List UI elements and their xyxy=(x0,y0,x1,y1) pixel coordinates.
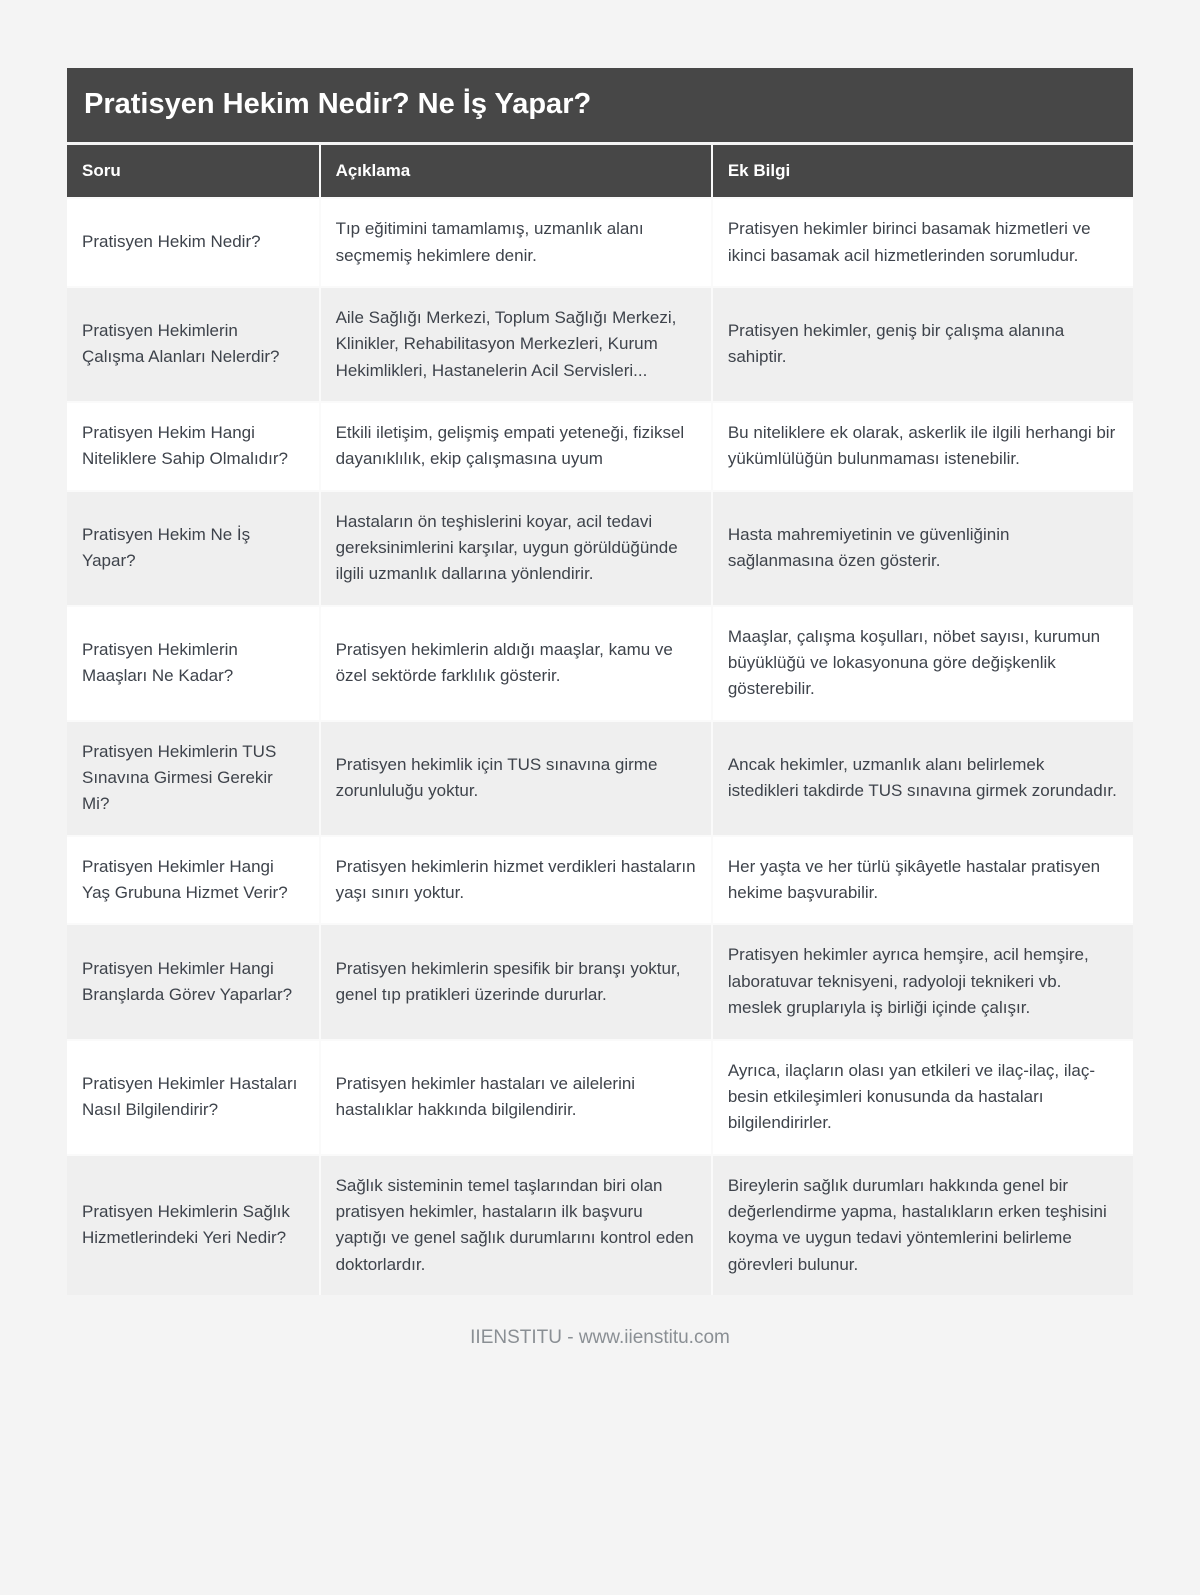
table-row xyxy=(67,923,1133,1038)
description-cell: Pratisyen hekimlik için TUS sınavına girme zorunluluğu yoktur. xyxy=(319,720,711,835)
extra-info-cell: Pratisyen hekimler birinci basamak hizmetleri ve ikinci basamak acil hizmetlerinden sorumludur. xyxy=(711,197,1133,286)
table-row xyxy=(67,605,1133,720)
question-cell: Pratisyen Hekimler Hangi Yaş Grubuna Hizmet Verir? xyxy=(67,835,319,924)
column-header-aciklama: Açıklama xyxy=(319,145,711,197)
table-row xyxy=(67,401,1133,490)
faq-table xyxy=(67,145,1133,1295)
extra-info-cell: Pratisyen hekimler ayrıca hemşire, acil hemşire, laboratuvar teknisyeni, radyoloji teknikeri vb. meslek gruplarıyla iş birliği içinde çalışır. xyxy=(711,923,1133,1038)
table-row xyxy=(67,835,1133,924)
header-row xyxy=(67,145,1133,197)
description-cell: Hastaların ön teşhislerini koyar, acil tedavi gereksinimlerini karşılar, uygun görüldüğünde ilgili uzmanlık dallarına yönlendirir. xyxy=(319,490,711,605)
extra-info-cell: Ayrıca, ilaçların olası yan etkileri ve ilaç-ilaç, ilaç-besin etkileşimleri konusunda da hastaları bilgilendirirler. xyxy=(711,1039,1133,1154)
column-header-soru: Soru xyxy=(67,145,319,197)
description-cell: Aile Sağlığı Merkezi, Toplum Sağlığı Merkezi, Klinikler, Rehabilitasyon Merkezleri, Kurum Hekimlikleri, Hastanelerin Acil Servisleri... xyxy=(319,286,711,401)
extra-info-cell: Ancak hekimler, uzmanlık alanı belirlemek istedikleri takdirde TUS sınavına girmek zorundadır. xyxy=(711,720,1133,835)
description-cell: Pratisyen hekimlerin spesifik bir branşı yoktur, genel tıp pratikleri üzerinde dururlar. xyxy=(319,923,711,1038)
question-cell: Pratisyen Hekim Hangi Niteliklere Sahip Olmalıdır? xyxy=(67,401,319,490)
extra-info-cell: Pratisyen hekimler, geniş bir çalışma alanına sahiptir. xyxy=(711,286,1133,401)
description-cell: Pratisyen hekimlerin aldığı maaşlar, kamu ve özel sektörde farklılık gösterir. xyxy=(319,605,711,720)
description-cell: Pratisyen hekimler hastaları ve ailelerini hastalıklar hakkında bilgilendirir. xyxy=(319,1039,711,1154)
extra-info-cell: Bu niteliklere ek olarak, askerlik ile ilgili herhangi bir yükümlülüğün bulunmaması istenebilir. xyxy=(711,401,1133,490)
page-title: Pratisyen Hekim Nedir? Ne İş Yapar? xyxy=(67,68,1133,142)
description-cell: Pratisyen hekimlerin hizmet verdikleri hastaların yaşı sınırı yoktur. xyxy=(319,835,711,924)
question-cell: Pratisyen Hekimlerin Çalışma Alanları Nelerdir? xyxy=(67,286,319,401)
faq-card xyxy=(67,0,1133,1399)
question-cell: Pratisyen Hekimlerin Sağlık Hizmetlerindeki Yeri Nedir? xyxy=(67,1154,319,1295)
description-cell: Etkili iletişim, gelişmiş empati yeteneği, fiziksel dayanıklılık, ekip çalışmasına uyum xyxy=(319,401,711,490)
description-cell: Sağlık sisteminin temel taşlarından biri olan pratisyen hekimler, hastaların ilk başvuru yaptığı ve genel sağlık durumlarını kontrol eden doktorlardır. xyxy=(319,1154,711,1295)
extra-info-cell: Bireylerin sağlık durumları hakkında genel bir değerlendirme yapma, hastalıkların erken teşhisini koyma ve uygun tedavi yöntemlerini belirleme görevleri bulunur. xyxy=(711,1154,1133,1295)
question-cell: Pratisyen Hekim Ne İş Yapar? xyxy=(67,490,319,605)
extra-info-cell: Hasta mahremiyetinin ve güvenliğinin sağlanmasına özen gösterir. xyxy=(711,490,1133,605)
table-row xyxy=(67,1154,1133,1295)
question-cell: Pratisyen Hekimlerin TUS Sınavına Girmesi Gerekir Mi? xyxy=(67,720,319,835)
table-row xyxy=(67,197,1133,286)
question-cell: Pratisyen Hekimler Hastaları Nasıl Bilgilendirir? xyxy=(67,1039,319,1154)
table-row xyxy=(67,1039,1133,1154)
question-cell: Pratisyen Hekimlerin Maaşları Ne Kadar? xyxy=(67,605,319,720)
table-row xyxy=(67,286,1133,401)
footer-text: IIENSTITU - www.iienstitu.com xyxy=(470,1326,730,1348)
extra-info-cell: Maaşlar, çalışma koşulları, nöbet sayısı, kurumun büyüklüğü ve lokasyonuna göre değişkenlik gösterebilir. xyxy=(711,605,1133,720)
question-cell: Pratisyen Hekimler Hangi Branşlarda Görev Yaparlar? xyxy=(67,923,319,1038)
column-header-ek-bilgi: Ek Bilgi xyxy=(711,145,1133,197)
question-cell: Pratisyen Hekim Nedir? xyxy=(67,197,319,286)
description-cell: Tıp eğitimini tamamlamış, uzmanlık alanı seçmemiş hekimlere denir. xyxy=(319,197,711,286)
table-row xyxy=(67,720,1133,835)
table-row xyxy=(67,490,1133,605)
extra-info-cell: Her yaşta ve her türlü şikâyetle hastalar pratisyen hekime başvurabilir. xyxy=(711,835,1133,924)
